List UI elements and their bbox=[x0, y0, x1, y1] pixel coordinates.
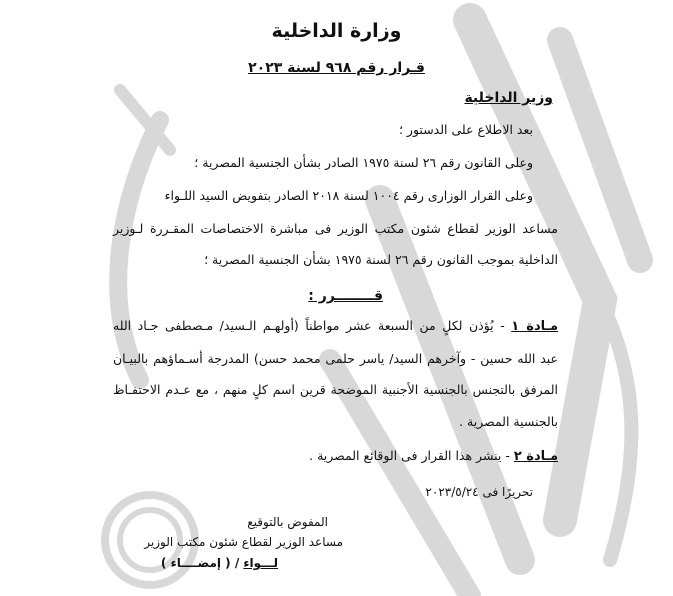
preamble-resolution-line-2: مساعد الوزير لقطاع شئون مكتب الوزير فى مباشرة الاختصاصات المقـررة لـوزير bbox=[113, 221, 558, 236]
minister-heading: وزير الداخلية bbox=[464, 90, 553, 106]
preamble-constitution: بعد الاطلاع على الدستور ؛ bbox=[398, 122, 533, 137]
preamble-law: وعلى القانون رقم ٢٦ لسنة ١٩٧٥ الصادر بشأن الجنسية المصرية ؛ bbox=[194, 155, 533, 170]
article-1-label: مـادة ١ bbox=[511, 319, 558, 334]
article-1-line-2: عبد الله حسين - وآخرهم السيد/ ياسر حلمى محمد حسن) المدرجة أسـماؤهم بالبيـان bbox=[113, 351, 558, 366]
signature-line: لـــواء / ( إمضــــاء ) bbox=[160, 556, 278, 570]
signature-rank: لـــواء bbox=[243, 556, 278, 570]
preamble-resolution-line-1: وعلى القرار الوزارى رقم ١٠٠٤ لسنة ٢٠١٨ الصادر بتفويض السيد اللـواء bbox=[164, 188, 533, 203]
ministry-title: وزارة الداخلية bbox=[271, 20, 402, 42]
article-2 bbox=[309, 447, 558, 466]
decree-number: قـرار رقم ٩٦٨ لسنة ٢٠٢٣ bbox=[248, 60, 425, 76]
article-1-line-3: المرفق بالتجنس بالجنسية الأجنبية الموضحة قرين اسم كلٍ منهم ، مع عـدم الاحتفـاظ bbox=[113, 382, 558, 397]
article-2-text: - ينشر هذا القرار فى الوقائع المصرية . bbox=[309, 448, 514, 463]
signature-title: مساعد الوزير لقطاع شئون مكتب الوزير bbox=[144, 535, 343, 549]
signature-signed: ( إمضــــاء ) bbox=[160, 556, 231, 570]
article-2-label: مـادة ٢ bbox=[513, 449, 558, 464]
article-1-line-1 bbox=[113, 317, 558, 336]
article-1-text: - يُؤذن لكلٍ من السبعة عشر مواطناً (أولهـم الـسيد/ مـصطفى جـاد الله bbox=[113, 318, 512, 333]
issue-date: تحريرًا فى ٢٠٢٣/٥/٢٤ bbox=[425, 485, 533, 499]
preamble-resolution-line-3: الداخلية بموجب القانون رقم ٢٦ لسنة ١٩٧٥ بشأن الجنسية المصرية ؛ bbox=[204, 252, 558, 267]
article-1-line-4: بالجنسية المصرية . bbox=[459, 414, 558, 429]
signature-delegate: المفوض بالتوقيع bbox=[247, 515, 328, 529]
decided-heading: قــــــــرر : bbox=[308, 288, 383, 304]
